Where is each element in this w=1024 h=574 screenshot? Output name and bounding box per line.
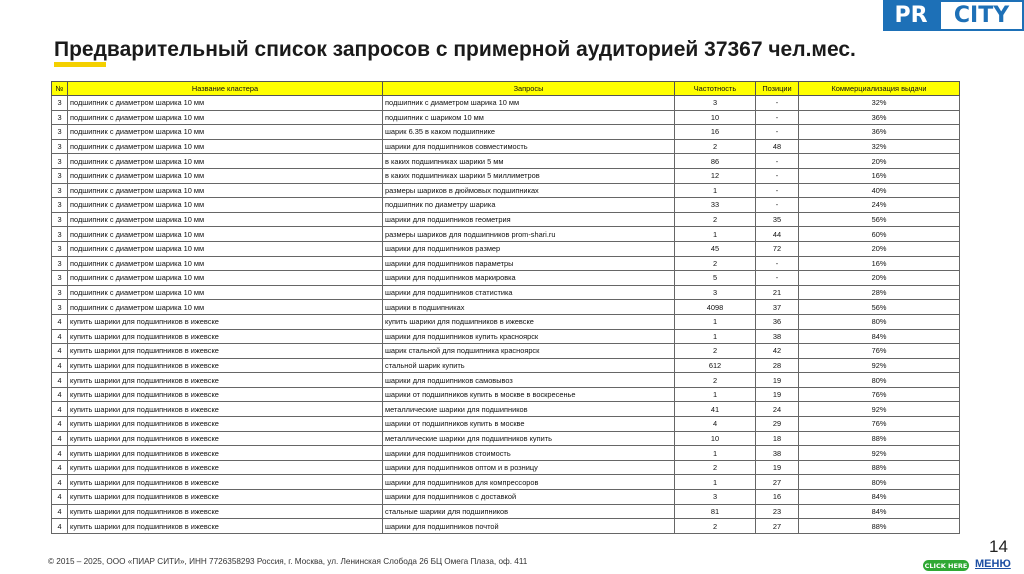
cell-cluster: купить шарики для подшипников в ижевске [68, 460, 383, 475]
cell-frequency: 1 [675, 475, 756, 490]
cell-frequency: 2 [675, 212, 756, 227]
cell-cluster: подшипник с диаметром шарика 10 мм [68, 96, 383, 111]
cell-frequency: 12 [675, 168, 756, 183]
cell-commercialization: 84% [799, 490, 960, 505]
cell-commercialization: 80% [799, 314, 960, 329]
cell-position: 38 [756, 329, 799, 344]
cell-frequency: 1 [675, 387, 756, 402]
cell-cluster: купить шарики для подшипников в ижевске [68, 344, 383, 359]
cell-commercialization: 36% [799, 110, 960, 125]
table-row [52, 358, 960, 373]
cell-cluster: купить шарики для подшипников в ижевске [68, 373, 383, 388]
cell-frequency: 1 [675, 314, 756, 329]
cell-frequency: 2 [675, 519, 756, 534]
table-row [52, 110, 960, 125]
cell-frequency: 1 [675, 183, 756, 198]
cell-query: шарики для подшипников стоимость [383, 446, 675, 461]
table-row [52, 139, 960, 154]
cell-cluster: купить шарики для подшипников в ижевске [68, 475, 383, 490]
table-row [52, 475, 960, 490]
table-row [52, 96, 960, 111]
col-header-frequency: Частотность [675, 82, 756, 96]
footer-copyright: © 2015 – 2025, ООО «ПИАР СИТИ», ИНН 7726358293 Россия, г. Москва, ул. Ленинская Слобода 26 БЦ Омега Плаза, оф. 411 [48, 557, 528, 566]
cell-query: шарики для подшипников для компрессоров [383, 475, 675, 490]
cell-commercialization: 92% [799, 402, 960, 417]
cell-cluster: купить шарики для подшипников в ижевске [68, 519, 383, 534]
cell-commercialization: 56% [799, 300, 960, 315]
cell-number: 4 [52, 504, 68, 519]
cell-commercialization: 28% [799, 285, 960, 300]
cell-query: в каких подшипниках шарики 5 миллиметров [383, 168, 675, 183]
cell-commercialization: 80% [799, 373, 960, 388]
cell-frequency: 1 [675, 329, 756, 344]
cell-number: 4 [52, 417, 68, 432]
cell-frequency: 2 [675, 256, 756, 271]
table-row [52, 417, 960, 432]
cell-number: 4 [52, 431, 68, 446]
cell-query: подшипник по диаметру шарика [383, 198, 675, 213]
cell-query: купить шарики для подшипников в ижевске [383, 314, 675, 329]
cell-cluster: подшипник с диаметром шарика 10 мм [68, 227, 383, 242]
cell-frequency: 45 [675, 241, 756, 256]
cell-frequency: 33 [675, 198, 756, 213]
table-row [52, 285, 960, 300]
cell-position: 28 [756, 358, 799, 373]
cell-number: 3 [52, 125, 68, 140]
cell-cluster: подшипник с диаметром шарика 10 мм [68, 125, 383, 140]
cell-number: 3 [52, 300, 68, 315]
cell-position: - [756, 183, 799, 198]
cell-frequency: 3 [675, 96, 756, 111]
cell-cluster: подшипник с диаметром шарика 10 мм [68, 212, 383, 227]
cell-number: 3 [52, 139, 68, 154]
col-header-queries: Запросы [383, 82, 675, 96]
cell-query: шарики для подшипников оптом и в розницу [383, 460, 675, 475]
click-here-button[interactable]: CLICK HERE [924, 561, 968, 570]
cell-commercialization: 56% [799, 212, 960, 227]
table-row [52, 460, 960, 475]
cell-commercialization: 88% [799, 519, 960, 534]
cell-query: подшипник с шариком 10 мм [383, 110, 675, 125]
cell-number: 3 [52, 212, 68, 227]
table-row [52, 446, 960, 461]
col-header-positions: Позиции [756, 82, 799, 96]
cell-position: 19 [756, 373, 799, 388]
cell-cluster: купить шарики для подшипников в ижевске [68, 446, 383, 461]
table-row [52, 344, 960, 359]
cell-query: в каких подшипниках шарики 5 мм [383, 154, 675, 169]
cell-number: 4 [52, 460, 68, 475]
cell-cluster: купить шарики для подшипников в ижевске [68, 314, 383, 329]
cell-query: шарики от подшипников купить в москве в воскресенье [383, 387, 675, 402]
cell-cluster: купить шарики для подшипников в ижевске [68, 504, 383, 519]
table-row [52, 519, 960, 534]
cell-frequency: 2 [675, 460, 756, 475]
cell-query: шарик стальной для подшипника красноярск [383, 344, 675, 359]
cell-position: 35 [756, 212, 799, 227]
cell-commercialization: 84% [799, 329, 960, 344]
table-row [52, 387, 960, 402]
table-row [52, 154, 960, 169]
table-row [52, 125, 960, 140]
cell-frequency: 41 [675, 402, 756, 417]
cell-position: - [756, 154, 799, 169]
cell-commercialization: 76% [799, 344, 960, 359]
cell-position: 27 [756, 519, 799, 534]
cell-commercialization: 40% [799, 183, 960, 198]
cell-number: 3 [52, 271, 68, 286]
cell-commercialization: 36% [799, 125, 960, 140]
table-row [52, 198, 960, 213]
cell-commercialization: 20% [799, 241, 960, 256]
cell-number: 3 [52, 256, 68, 271]
cell-frequency: 4098 [675, 300, 756, 315]
cell-position: 27 [756, 475, 799, 490]
cell-frequency: 10 [675, 431, 756, 446]
cell-position: 37 [756, 300, 799, 315]
cell-number: 3 [52, 154, 68, 169]
cell-frequency: 2 [675, 373, 756, 388]
cell-frequency: 5 [675, 271, 756, 286]
cell-position: - [756, 198, 799, 213]
cell-frequency: 3 [675, 285, 756, 300]
title-accent-bar [54, 62, 106, 67]
cell-cluster: купить шарики для подшипников в ижевске [68, 358, 383, 373]
cell-number: 3 [52, 183, 68, 198]
cell-number: 4 [52, 402, 68, 417]
cell-position: 23 [756, 504, 799, 519]
cell-cluster: подшипник с диаметром шарика 10 мм [68, 139, 383, 154]
cell-cluster: подшипник с диаметром шарика 10 мм [68, 198, 383, 213]
queries-table [51, 81, 960, 534]
cell-number: 3 [52, 198, 68, 213]
cell-position: 29 [756, 417, 799, 432]
cell-frequency: 2 [675, 139, 756, 154]
cell-query: шарики для подшипников параметры [383, 256, 675, 271]
cell-position: 38 [756, 446, 799, 461]
cell-query: шарики в подшипниках [383, 300, 675, 315]
cell-commercialization: 20% [799, 271, 960, 286]
cell-number: 4 [52, 314, 68, 329]
cell-commercialization: 92% [799, 446, 960, 461]
cell-query: стальной шарик купить [383, 358, 675, 373]
cell-query: шарики для подшипников с доставкой [383, 490, 675, 505]
cell-cluster: купить шарики для подшипников в ижевске [68, 490, 383, 505]
cell-cluster: купить шарики для подшипников в ижевске [68, 329, 383, 344]
cell-cluster: подшипник с диаметром шарика 10 мм [68, 168, 383, 183]
table-row [52, 256, 960, 271]
logo-city: CITY [939, 0, 1024, 31]
cell-number: 4 [52, 475, 68, 490]
cell-frequency: 1 [675, 227, 756, 242]
cell-cluster: подшипник с диаметром шарика 10 мм [68, 300, 383, 315]
table-row [52, 490, 960, 505]
cell-commercialization: 76% [799, 387, 960, 402]
page-number: 14 [989, 537, 1008, 556]
col-header-number: № [52, 82, 68, 96]
cell-position: - [756, 168, 799, 183]
cell-number: 3 [52, 285, 68, 300]
cell-query: шарики для подшипников маркировка [383, 271, 675, 286]
cell-cluster: купить шарики для подшипников в ижевске [68, 431, 383, 446]
cell-query: стальные шарики для подшипников [383, 504, 675, 519]
cell-query: размеры шариков в дюймовых подшипниках [383, 183, 675, 198]
cell-number: 4 [52, 329, 68, 344]
cell-number: 4 [52, 387, 68, 402]
table-row [52, 329, 960, 344]
cell-cluster: подшипник с диаметром шарика 10 мм [68, 183, 383, 198]
table-row [52, 402, 960, 417]
cell-frequency: 81 [675, 504, 756, 519]
cell-position: 16 [756, 490, 799, 505]
cell-commercialization: 24% [799, 198, 960, 213]
table-row [52, 431, 960, 446]
cell-position: - [756, 96, 799, 111]
cell-number: 4 [52, 373, 68, 388]
cell-number: 4 [52, 446, 68, 461]
cell-number: 3 [52, 110, 68, 125]
cell-cluster: подшипник с диаметром шарика 10 мм [68, 271, 383, 286]
cell-query: шарики для подшипников почтой [383, 519, 675, 534]
cell-position: 21 [756, 285, 799, 300]
cell-position: 24 [756, 402, 799, 417]
cell-cluster: подшипник с диаметром шарика 10 мм [68, 256, 383, 271]
cell-commercialization: 80% [799, 475, 960, 490]
cell-commercialization: 92% [799, 358, 960, 373]
cell-commercialization: 32% [799, 139, 960, 154]
cell-query: шарики от подшипников купить в москве [383, 417, 675, 432]
cell-number: 4 [52, 519, 68, 534]
cell-query: размеры шариков для подшипников prom-shari.ru [383, 227, 675, 242]
cell-frequency: 612 [675, 358, 756, 373]
table-row [52, 373, 960, 388]
logo [883, 0, 1024, 31]
cell-cluster: купить шарики для подшипников в ижевске [68, 387, 383, 402]
cell-position: - [756, 256, 799, 271]
cell-frequency: 1 [675, 446, 756, 461]
cell-cluster: подшипник с диаметром шарика 10 мм [68, 241, 383, 256]
cell-position: 44 [756, 227, 799, 242]
cell-position: 48 [756, 139, 799, 154]
cell-query: шарики для подшипников геометрия [383, 212, 675, 227]
table-row [52, 300, 960, 315]
cell-commercialization: 16% [799, 168, 960, 183]
cell-position: 19 [756, 460, 799, 475]
cell-number: 4 [52, 490, 68, 505]
table-row [52, 227, 960, 242]
cell-frequency: 10 [675, 110, 756, 125]
cell-cluster: подшипник с диаметром шарика 10 мм [68, 110, 383, 125]
table-header-row [52, 82, 960, 96]
cell-query: шарик 6.35 в каком подшипнике [383, 125, 675, 140]
cell-position: 19 [756, 387, 799, 402]
table-row [52, 314, 960, 329]
cell-position: 72 [756, 241, 799, 256]
cell-commercialization: 20% [799, 154, 960, 169]
cell-number: 4 [52, 344, 68, 359]
cell-commercialization: 60% [799, 227, 960, 242]
cell-query: шарики для подшипников размер [383, 241, 675, 256]
cell-position: 18 [756, 431, 799, 446]
table-row [52, 271, 960, 286]
cell-query: металлические шарики для подшипников купить [383, 431, 675, 446]
cell-commercialization: 88% [799, 460, 960, 475]
page-title: Предварительный список запросов с примерной аудиторией 37367 чел.мес. [54, 38, 856, 61]
cell-commercialization: 32% [799, 96, 960, 111]
cell-number: 3 [52, 241, 68, 256]
cell-frequency: 16 [675, 125, 756, 140]
table-row [52, 504, 960, 519]
cell-cluster: купить шарики для подшипников в ижевске [68, 402, 383, 417]
cell-query: подшипник с диаметром шарика 10 мм [383, 96, 675, 111]
cell-position: 42 [756, 344, 799, 359]
cell-frequency: 86 [675, 154, 756, 169]
cell-position: - [756, 125, 799, 140]
logo-pr: PR [883, 0, 939, 31]
col-header-commercialization: Коммерциализация выдачи [799, 82, 960, 96]
cell-cluster: купить шарики для подшипников в ижевске [68, 417, 383, 432]
cell-query: шарики для подшипников статистика [383, 285, 675, 300]
cell-cluster: подшипник с диаметром шарика 10 мм [68, 285, 383, 300]
cell-query: шарики для подшипников совместимость [383, 139, 675, 154]
cell-frequency: 4 [675, 417, 756, 432]
menu-link[interactable]: МЕНЮ [975, 558, 1011, 570]
cell-frequency: 2 [675, 344, 756, 359]
cell-commercialization: 84% [799, 504, 960, 519]
col-header-cluster: Название кластера [68, 82, 383, 96]
cell-commercialization: 16% [799, 256, 960, 271]
cell-position: - [756, 271, 799, 286]
cell-cluster: подшипник с диаметром шарика 10 мм [68, 154, 383, 169]
cell-position: 36 [756, 314, 799, 329]
cell-number: 3 [52, 168, 68, 183]
cell-number: 4 [52, 358, 68, 373]
cell-number: 3 [52, 96, 68, 111]
table-row [52, 183, 960, 198]
cell-commercialization: 88% [799, 431, 960, 446]
cell-query: металлические шарики для подшипников [383, 402, 675, 417]
table-row [52, 241, 960, 256]
cell-query: шарики для подшипников купить красноярск [383, 329, 675, 344]
cell-position: - [756, 110, 799, 125]
cell-frequency: 3 [675, 490, 756, 505]
table-row [52, 168, 960, 183]
cell-number: 3 [52, 227, 68, 242]
cell-query: шарики для подшипников самовывоз [383, 373, 675, 388]
table-row [52, 212, 960, 227]
cell-commercialization: 76% [799, 417, 960, 432]
